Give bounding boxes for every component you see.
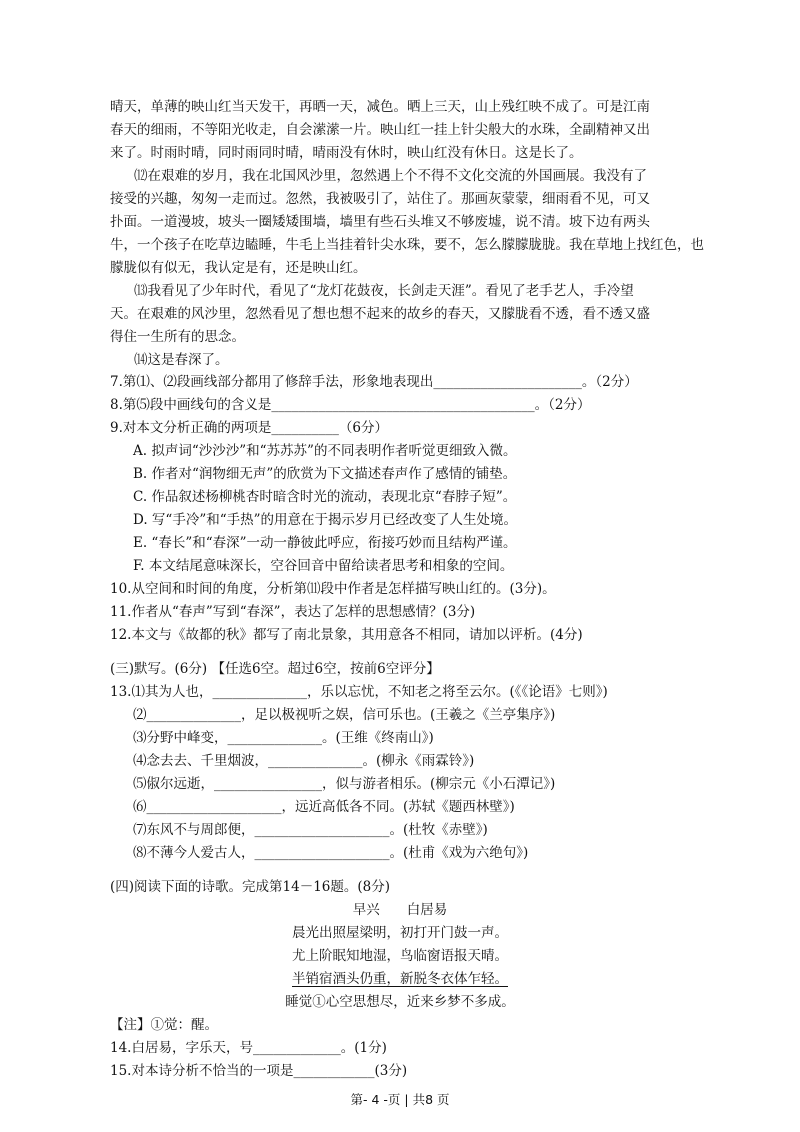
q9-option-a: A. 拟声词“沙沙沙”和“苏苏苏”的不同表明作者听觉更细致入微。 <box>133 443 517 459</box>
dictation-item-5: ⑸俶尔远逝，________________，似与游者相乐。(柳宗元《小石潭记》) <box>133 776 556 792</box>
question-10: 10.从空间和时间的角度，分析第⑾段中作者是怎样描写映山红的。(3分)。 <box>110 581 556 597</box>
poem-title: 早兴 白居易 <box>352 902 448 918</box>
q9-option-d: D. 写“手冷”和“手热”的用意在于揭示岁月已经改变了人生处境。 <box>133 512 518 528</box>
passage-line: 扑面。一道漫坡，坡头一圈矮矮围墙，墙里有些石头堆又不够废墟，说不清。坡下边有两头 <box>110 214 650 230</box>
passage-line: 得住一生所有的思念。 <box>110 329 245 345</box>
q9-option-f: F. 本文结尾意味深长，空谷回音中留给读者思考和相象的空间。 <box>133 558 514 574</box>
question-7: 7.第⑴、⑵段画线部分都用了修辞手法，形象地表现出______________________。（2分） <box>110 374 638 390</box>
question-9: 9.对本文分析正确的两项是__________（6分） <box>110 420 388 436</box>
question-11: 11.作者从“春声”写到“春深”，表达了怎样的思想感情？(3分) <box>110 604 476 620</box>
passage-line: 接受的兴趣，匆匆一走而过。忽然，我被吸引了，站住了。那画灰蒙蒙，细雨看不见，可又 <box>110 191 650 207</box>
passage-line: 春天的细雨，不等阳光收走，自会潆潆一片。映山红一挂上针尖般大的水珠，全副精神又出 <box>110 122 650 138</box>
poem-line-3 <box>0 970 800 988</box>
dictation-item-6: ⑹____________________，远近高低各不同。(苏轼《题西林壁》) <box>133 799 515 815</box>
poem-note: 【注】①觉：醒。 <box>110 1017 218 1033</box>
dictation-heading: (三)默写。(6分) 【任选6空。超过6空，按前6空评分】 <box>110 661 440 677</box>
dictation-item-4: ⑷念去去、千里烟波，______________。(柳永《雨霖铃》) <box>133 753 475 769</box>
q9-option-b: B. 作者对“润物细无声”的欣赏为下文描述春声作了感情的铺垫。 <box>133 466 517 482</box>
dictation-item-2: ⑵______________，足以极视听之娱，信可乐也。(王羲之《兰亭集序》) <box>133 707 556 723</box>
poem-line-4: 睡觉①心空思想尽，近来乡梦不多成。 <box>285 994 515 1010</box>
paragraph-12: ⑿在艰难的岁月，我在北国风沙里，忽然遇上个不得不文化交流的外国画展。我没有了 <box>134 168 647 184</box>
q9-option-e: E. “春长”和“春深”一动一静彼此呼应，衔接巧妙而且结构严谨。 <box>133 535 517 551</box>
question-12: 12.本文与《故都的秋》都写了南北景象，其用意各不相同，请加以评析。(4分) <box>110 627 583 643</box>
dictation-item-3: ⑶分野中峰变，______________。(王维《终南山》) <box>133 730 434 746</box>
paragraph-14: ⒁这是春深了。 <box>134 352 229 368</box>
poem-line-2: 尤上阶眠知地湿，鸟临窗语报天晴。 <box>292 948 508 964</box>
question-8: 8.第⑸段中画线句的含义是_______________________________________。（2分） <box>110 397 591 413</box>
passage-line: 天。在艰难的风沙里，忽然看见了想也想不起来的故乡的春天，又朦胧看不透，看不透又盛 <box>110 306 650 322</box>
page-footer: 第- 4 -页 | 共8 页 <box>350 1092 450 1107</box>
poem-line-1: 晨光出照屋梁明，初打开门鼓一声。 <box>292 925 508 941</box>
poem-section-heading: (四)阅读下面的诗歌。完成第14－16题。(8分) <box>110 879 391 895</box>
dictation-item-1: 13.⑴其为人也，______________，乐以忘忧，不知老之将至云尔。(《《论语》七则》) <box>110 684 608 700</box>
q9-option-c: C. 作品叙述杨柳桃杏时暗含时光的流动，表现北京“春脖子短”。 <box>133 489 517 505</box>
paragraph-13: ⒀我看见了少年时代，看见了“龙灯花鼓夜，长剑走天涯”。看见了老手艺人，手冷望 <box>134 283 634 299</box>
passage-line: 牛，一个孩子在吃草边瞌睡，牛毛上当挂着针尖水珠，要不，怎么朦朦胧胧。我在草地上找红色，也 <box>110 237 704 253</box>
passage-line: 朦胧似有似无，我认定是有，还是映山红。 <box>110 260 367 276</box>
poem-line-3-underlined: 半销宿酒头仍重，新脱冬衣体乍轻。 <box>292 971 508 987</box>
dictation-item-8: ⑻不薄今人爱古人，____________________。(杜甫《戏为六绝句》) <box>133 845 529 861</box>
passage-line: 来了。时雨时晴，同时雨同时晴，晴雨没有休时，映山红没有休日。这是长了。 <box>110 145 583 161</box>
passage-line: 晴天，单薄的映山红当天发干，再晒一天，减色。晒上三天，山上残红映不成了。可是江南 <box>110 99 650 115</box>
question-14: 14.白居易，字乐天，号_____________。(1分) <box>110 1040 387 1056</box>
dictation-item-7: ⑺东风不与周郎便，____________________。(杜牧《赤壁》) <box>133 822 488 838</box>
question-15: 15.对本诗分析不恰当的一项是____________(3分) <box>110 1063 408 1079</box>
